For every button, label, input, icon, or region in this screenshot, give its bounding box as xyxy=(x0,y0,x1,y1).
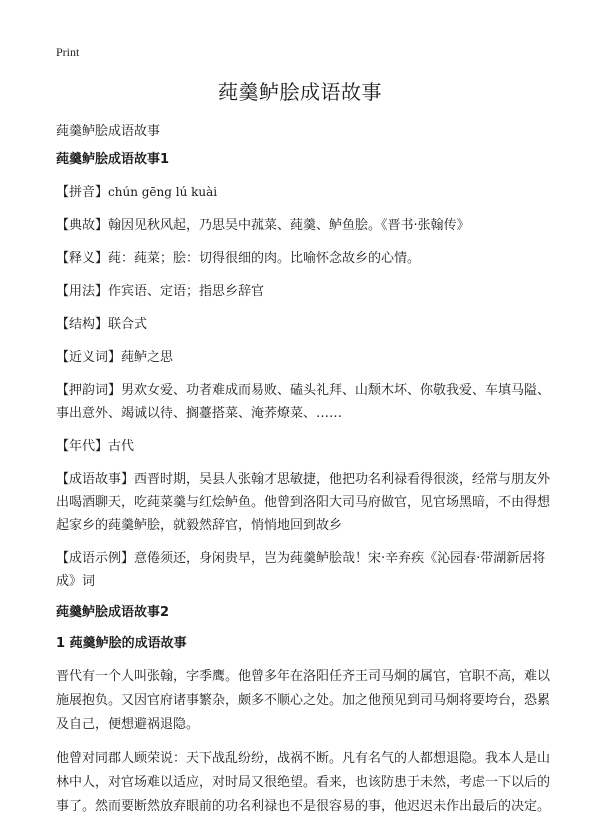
entry-value: 古代 xyxy=(108,439,135,454)
article-body xyxy=(56,150,562,829)
entry-value: 莼：莼菜；脍：切得很细的肉。比喻怀念故乡的心情。 xyxy=(108,251,421,266)
entry-label: 【用法】 xyxy=(56,284,109,299)
entry-value: 翰因见秋风起，乃思吴中菰菜、莼羹、鲈鱼脍。《晋书·张翰传》 xyxy=(108,218,470,233)
entry-value: 联合式 xyxy=(108,317,148,332)
entry-label: 【押韵词】 xyxy=(56,383,122,398)
entry-label: 【成语故事】 xyxy=(56,472,135,487)
entry-value: 西晋时期，吴县人张翰才思敏捷，他把功名利禄看得很淡，经常与朋友外出喝酒聊天，吃莼菜羹与红烩鲈鱼。他曾到洛阳大司马府做官，见官场黑暗，不由得想起家乡的莼羹鲈脍，就毅然辞官，悄悄地回到故乡 xyxy=(56,472,551,533)
story-paragraph: 晋代有一个人叫张翰，字季鹰。他曾多年在洛阳任齐王司马炯的属官，官职不高，难以施展抱负。又因官府诸事繁杂，颇多不顺心之处。加之他预见到司马炯将要垮台，恐累及自己，便想避祸退隐。 xyxy=(56,669,551,732)
entry-story xyxy=(56,468,562,537)
page-title: 莼羹鲈脍成语故事 xyxy=(218,80,382,104)
section-2-heading: 莼羹鲈脍成语故事2 xyxy=(56,605,170,620)
entry-value: 作宾语、定语；指思乡辞官 xyxy=(108,284,265,299)
entry-synonym xyxy=(56,346,562,369)
entry-value: chún gēng lú kuài xyxy=(108,185,218,199)
entry-label: 【年代】 xyxy=(56,439,109,454)
story-paragraph: 他曾对同郡人顾荣说：天下战乱纷纷，战祸不断。凡有名气的人都想退隐。我本人是山林中人，对官场难以适应，对时局又很绝望。看来，也该防患于未然，考虑一下以后的事了。然而要断然放弃眼前的功名利禄也不是很容易的事，他迟迟未作出最后的决定。 xyxy=(56,751,551,814)
entry-example xyxy=(56,547,562,593)
entry-usage xyxy=(56,280,562,303)
entry-label: 【结构】 xyxy=(56,317,109,332)
section-1-heading: 莼羹鲈脍成语故事1 xyxy=(56,152,170,167)
entry-structure xyxy=(56,313,562,336)
entry-allusion xyxy=(56,214,562,237)
entry-label: 【释义】 xyxy=(56,251,109,266)
entry-pinyin xyxy=(56,181,562,204)
entry-era xyxy=(56,435,562,458)
entry-value: 男欢女爱、功者难成而易败、磕头礼拜、山颓木坏、你敬我爱、车填马隘、事出意外、竭诚以待、搁薹搭菜、淹荞燎菜、…… xyxy=(56,383,551,421)
entry-definition xyxy=(56,247,562,270)
print-link[interactable]: Print xyxy=(56,45,80,59)
entry-label: 【拼音】 xyxy=(56,185,109,200)
entry-label: 【典故】 xyxy=(56,218,109,233)
entry-value: 莼鲈之思 xyxy=(121,350,174,365)
entry-label: 【成语示例】 xyxy=(56,551,135,566)
entry-label: 【近义词】 xyxy=(56,350,122,365)
entry-value: 意倦须还，身闲贵早，岂为莼羹鲈脍哉！宋·辛弃疾《沁园春·带湖新居将成》词 xyxy=(56,551,546,589)
page-subtitle: 莼羹鲈脍成语故事 xyxy=(56,124,161,139)
section-2-subheading: 1 莼羹鲈脍的成语故事 xyxy=(56,636,187,651)
entry-rhyme-words xyxy=(56,379,562,425)
